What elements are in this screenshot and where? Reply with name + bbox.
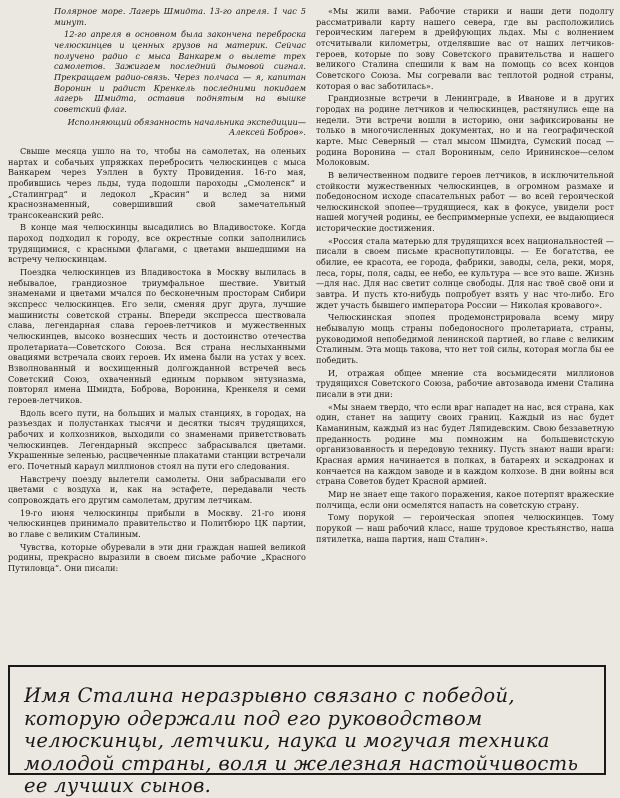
paragraph: Вдоль всего пути, на больших и малых станциях, в городах, на разъездах и полустанках тысячи и десятки тысяч трудящихся, рабочих и колхозников, выходили со знаменами приветствовать челюскинцев. Легендарный экспресс забрасывался цветами. Украшенные зеленью, расцвеченные плакатами станции встречали его. Почетный караул миллионов стоял на пути его следования.	[8, 407, 306, 471]
slogan-text: Имя Сталина неразрывно связано с победой, которую одержали под его руководством челюскинцы, летчики, наука и могучая техника молодой страны, воля и железная настойчивость ее лучших сынов.	[24, 684, 579, 798]
slogan-box	[8, 665, 606, 798]
paragraph: «Мы жили вами. Рабочие старики и наши дети подолгу рассматривали карту нашего севера, где вы расположились героическим лагерем в дрейфующих льдах. Мы с волнением отсчитывали километры, отделявшие вас от наших летчиков-героев, которые по зову Советского правительства и нашего великого Сталина спешили к вам на помощь со всех концов Советского Союза. Мы согревали вас теплотой родной страны, которая о вас заботилась».	[316, 6, 614, 91]
paragraph: «Мы знаем твердо, что если враг нападет на нас, вся страна, как один, станет на защиту своих границ. Каждый из нас будет Каманиным, каждый из нас будет Ляпидевским. Свою беззаветную преданность родине мы помножим на большевистскую организованность и передовую технику. Пусть знают наши враги: Красная армия начинается в полках, в батареях и эскадронах и кончается на каждом заводе и в каждом колхозе. В дни войны вся страна Советов будет Красной армией.	[316, 401, 614, 487]
radiogram-body: 12-го апреля в основном была закончена переброска челюскинцев и ценных грузов на материк. Сейчас получено радио с мыса Ванкарем о вылете трех самолетов. Зажигаем последний дымовой сигнал. Прекращаем радио-связь. Через полчаса — я, капитан Воронин и радист Кренкель последними покидаем лагерь Шмидта, оставив поднятым на вышке советский флаг.	[54, 29, 306, 114]
radiogram-signature: Исполняющий обязанность начальника экспедиции—Алексей Бобров».	[67, 116, 306, 138]
paragraph: 19-го июня челюскинцы прибыли в Москву. 21-го июня челюскинцев принимало правительство и Политбюро ЦК партии, во главе с великим Сталиным.	[8, 507, 306, 539]
radiogram-header: Полярное море. Лагерь Шмидта. 13-го апреля. 1 час 5 минут.	[54, 6, 306, 27]
paragraph: Тому порукой — героическая эпопея челюскинцев. Тому порукой — наш рабочий класс, наше трудовое крестьянство, наша пятилетка, наша партия, наш Сталин».	[316, 512, 614, 544]
radiogram	[54, 6, 306, 138]
paragraph: Свыше месяца ушло на то, чтобы на самолетах, на оленьих нартах и собачьих упряжках перебросить челюскинцев с мыса Ванкарем через Уэллен в бухту Провидения. 16-го мая, пробившись через льды, туда подошли пароходы „Смоленск“ и „Сталинград“ и ледокол „Красин“ и вслед за ними краснознаменный, совершивший свой замечательный трансокеанский рейс.	[8, 145, 306, 220]
paragraph: Поездка челюскинцев из Владивостока в Москву вылилась в небывалое, грандиозное триумфальное шествие. Увитый знаменами и цветами мчался по бесконечным просторам Сибири экспресс челюскинцев. Его зели, сменяя друг друга, лучшие машинисты советской страны. Впереди экспресса шествовала слава, легендарная слава героев-летчиков и мужественных челюскинцев, высоко вознесших честь и достоинство отечества пролетариата—Советского Союза. Вся страна неслыханными овациями встречала своих героев. Их имена были на устах у всех. Взволнованный и восхищенный долгожданной встречей весь Советский Союз, охваченный единым порывом энтузиазма, повторял имена Шмидта, Боброва, Воронина, Кренкеля и семи героев-летчиков.	[8, 267, 306, 405]
paragraph: В величественном подвиге героев летчиков, в исключительной стойкости мужественных челюскинцев, в огромном размахе и победоносном исходе спасательных работ — во всей героической челюскинской эпопее—трудящиеся, как в фокусе, увидели рост нашей могучей родины, ее бесприммерные успехи, ее выдающиеся исторические достижения.	[316, 169, 614, 234]
paragraph: Челюскинская эпопея продемонстрировала всему миру небывалую мощь страны победоносного пролетариата, страны, руководимой непобедимой ленинской партией, во главе с великим Сталиным. Эта мощь такова, что нет той силы, которая могла бы ее победить.	[316, 312, 614, 365]
right-column	[316, 6, 614, 546]
paragraph: «Россия стала матерью для трудящихся всех национальностей — писали в своем письме краснопутиловцы. — Ее богатства, ее обилие, ее красота, ее города, фабрики, заводы, села, реки, моря, леса, горы, поля, сады, ее небо, ее культура — все это ваше. Жизнь—для нас. Для нас светит солнце свободы. Для нас твоё своё они и завтра. И пусть кто-нибудь попробует взять у нас что-либо. Его ждет участь бывшего императора России — Николая кровавого».	[316, 235, 614, 310]
paragraph: Чувства, которые обуревали в эти дни граждан нашей великой родины, прекрасно выразили в своем письме рабочие „Красного Путиловца“. Они писали:	[8, 541, 306, 573]
paragraph: И, отражая общее мнение ста восьмидесяти миллионов трудящихся Советского Союза, рабочие автозавода имени Сталина писали в эти дни:	[316, 367, 614, 399]
left-column	[8, 6, 306, 575]
paragraph: В конце мая челюскинцы высадились во Владивостоке. Когда пароход подходил к городу, все окрестные сопки заполнились трудящимися, с красными флагами, с цветами вышедшими на встречу челюскинцам.	[8, 222, 306, 265]
paragraph: Мир не знает еще такого поражения, какое потерпят вражеские полчища, если они осмелятся напасть на советскую страну.	[316, 488, 614, 510]
paragraph: Навстречу поезду вылетели самолеты. Они забрасывали его цветами с воздуха и, как на эстафете, передавали честь сопровождать его другим самолетам, другим летчикам.	[8, 473, 306, 505]
paragraph: Грандиозные встречи в Ленинграде, в Иванове и в других городах на родине летчиков и челюскинцев, растянулись еще на недели. Эти встречи вошли в историю, они зафиксированы не только в многочисленных документах, но и на географической карте. Мыс Северный — стал мысом Шмидта, Сумский посад — родина Воронина — стал Ворониным, село Ирининское—селом Молоковым.	[316, 93, 614, 168]
